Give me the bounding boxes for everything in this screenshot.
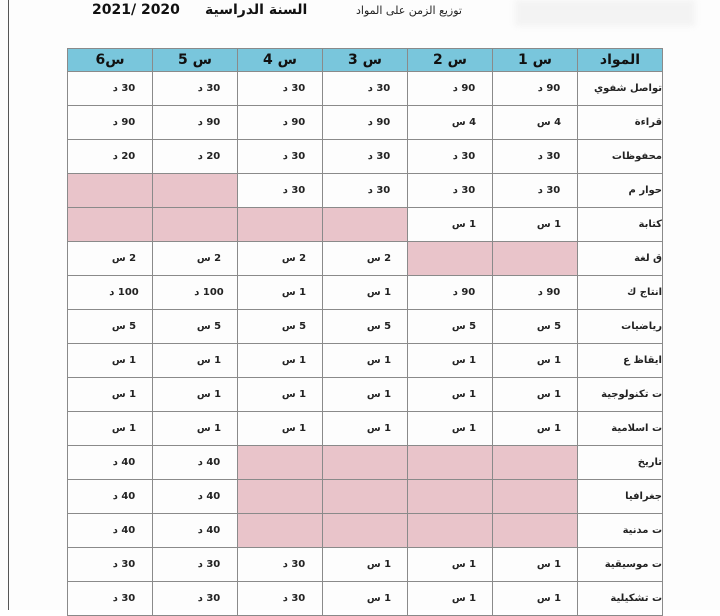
time-cell xyxy=(493,310,578,344)
time-cell xyxy=(153,242,238,276)
time-value: 30 د xyxy=(452,185,476,196)
time-cell xyxy=(238,242,323,276)
empty-cell xyxy=(323,514,408,548)
time-cell xyxy=(493,548,578,582)
time-value: 1 س xyxy=(536,593,562,604)
time-value: 20 د xyxy=(197,151,221,162)
time-cell xyxy=(238,310,323,344)
school-year-value: 2021/ 2020 xyxy=(92,2,180,18)
time-cell xyxy=(493,72,578,106)
time-cell xyxy=(68,140,153,174)
time-cell xyxy=(238,174,323,208)
time-cell xyxy=(238,378,323,412)
table-row xyxy=(68,276,663,310)
table-row xyxy=(68,480,663,514)
time-cell xyxy=(238,106,323,140)
table-row xyxy=(68,378,663,412)
time-value: 40 د xyxy=(112,525,136,536)
time-cell xyxy=(238,140,323,174)
subject-name: قراءة xyxy=(578,106,663,140)
time-cell xyxy=(323,72,408,106)
time-value: 1 س xyxy=(451,423,477,434)
time-cell xyxy=(493,378,578,412)
time-value: 30 د xyxy=(367,151,391,162)
time-cell xyxy=(153,514,238,548)
page-border xyxy=(8,0,9,610)
time-cell xyxy=(323,548,408,582)
time-cell xyxy=(408,208,493,242)
time-value: 40 د xyxy=(112,457,136,468)
time-cell xyxy=(323,242,408,276)
column-header-grade-3: س 3 xyxy=(323,49,408,72)
time-value: 1 س xyxy=(366,355,392,366)
subject-name: انتاج ك xyxy=(578,276,663,310)
time-value: 100 د xyxy=(109,287,139,298)
time-value: 2 س xyxy=(196,253,222,264)
document-header xyxy=(0,0,720,32)
empty-cell xyxy=(493,514,578,548)
time-distribution-table xyxy=(67,48,663,616)
table-row xyxy=(68,344,663,378)
time-cell xyxy=(68,72,153,106)
empty-cell xyxy=(68,208,153,242)
time-cell xyxy=(323,276,408,310)
table-row xyxy=(68,446,663,480)
time-cell xyxy=(408,344,493,378)
time-cell xyxy=(408,140,493,174)
time-value: 30 د xyxy=(282,185,306,196)
empty-cell xyxy=(323,480,408,514)
time-value: 1 س xyxy=(366,423,392,434)
time-cell xyxy=(153,378,238,412)
time-value: 100 د xyxy=(194,287,224,298)
time-value: 30 د xyxy=(197,83,221,94)
empty-cell xyxy=(408,480,493,514)
time-cell xyxy=(408,106,493,140)
time-value: 30 د xyxy=(282,83,306,94)
time-cell xyxy=(408,378,493,412)
time-value: 30 د xyxy=(282,593,306,604)
column-header-grade-5: س 5 xyxy=(153,49,238,72)
time-value: 1 س xyxy=(451,355,477,366)
time-cell xyxy=(493,412,578,446)
time-cell xyxy=(68,514,153,548)
time-cell xyxy=(323,140,408,174)
school-year-label: السنة الدراسية xyxy=(205,2,308,18)
time-value: 5 س xyxy=(196,321,222,332)
table-row xyxy=(68,310,663,344)
table-row xyxy=(68,174,663,208)
time-value: 1 س xyxy=(536,355,562,366)
time-cell xyxy=(493,344,578,378)
time-value: 5 س xyxy=(536,321,562,332)
time-cell xyxy=(153,344,238,378)
time-value: 90 د xyxy=(452,83,476,94)
subject-name: تواصل شفوي xyxy=(578,72,663,106)
time-value: 40 د xyxy=(112,491,136,502)
time-value: 2 س xyxy=(366,253,392,264)
time-value: 30 د xyxy=(197,593,221,604)
time-cell xyxy=(153,106,238,140)
empty-cell xyxy=(238,208,323,242)
time-value: 1 س xyxy=(536,559,562,570)
empty-cell xyxy=(408,242,493,276)
time-cell xyxy=(68,548,153,582)
time-cell xyxy=(153,72,238,106)
time-value: 1 س xyxy=(366,389,392,400)
column-header-grade-6: س6 xyxy=(68,49,153,72)
empty-cell xyxy=(493,480,578,514)
empty-cell xyxy=(153,208,238,242)
subject-name: ت موسيقية xyxy=(578,548,663,582)
subject-name: كتابة xyxy=(578,208,663,242)
time-cell xyxy=(238,276,323,310)
column-header-subjects: المواد xyxy=(578,49,663,72)
time-cell xyxy=(493,106,578,140)
time-value: 90 د xyxy=(112,117,136,128)
time-cell xyxy=(408,548,493,582)
time-value: 1 س xyxy=(281,423,307,434)
time-cell xyxy=(493,140,578,174)
time-cell xyxy=(493,174,578,208)
subject-name: ت تكنولوجية xyxy=(578,378,663,412)
time-value: 1 س xyxy=(366,593,392,604)
time-value: 5 س xyxy=(451,321,477,332)
table-row xyxy=(68,140,663,174)
time-value: 20 د xyxy=(112,151,136,162)
time-cell xyxy=(153,548,238,582)
time-cell xyxy=(238,344,323,378)
time-value: 30 د xyxy=(367,83,391,94)
time-value: 1 س xyxy=(451,593,477,604)
column-header-grade-4: س 4 xyxy=(238,49,323,72)
time-value: 30 د xyxy=(112,559,136,570)
time-value: 2 س xyxy=(281,253,307,264)
time-value: 90 د xyxy=(282,117,306,128)
empty-cell xyxy=(323,446,408,480)
column-header-grade-2: س 2 xyxy=(408,49,493,72)
time-cell xyxy=(238,582,323,616)
time-cell xyxy=(323,412,408,446)
time-cell xyxy=(153,310,238,344)
time-value: 1 س xyxy=(536,423,562,434)
time-cell xyxy=(238,72,323,106)
table-row xyxy=(68,548,663,582)
time-cell xyxy=(323,310,408,344)
empty-cell xyxy=(493,446,578,480)
time-value: 1 س xyxy=(451,559,477,570)
empty-cell xyxy=(153,174,238,208)
empty-cell xyxy=(238,514,323,548)
time-value: 1 س xyxy=(196,355,222,366)
empty-cell xyxy=(238,446,323,480)
time-cell xyxy=(323,582,408,616)
time-value: 4 س xyxy=(451,117,477,128)
time-cell xyxy=(68,446,153,480)
time-cell xyxy=(68,378,153,412)
time-value: 30 د xyxy=(112,593,136,604)
time-value: 1 س xyxy=(196,423,222,434)
empty-cell xyxy=(323,208,408,242)
table-row xyxy=(68,514,663,548)
time-cell xyxy=(323,378,408,412)
subject-name: ق لغة xyxy=(578,242,663,276)
subject-name: جغرافيا xyxy=(578,480,663,514)
time-value: 30 د xyxy=(367,185,391,196)
table-row xyxy=(68,412,663,446)
time-cell xyxy=(68,310,153,344)
time-cell xyxy=(408,412,493,446)
time-value: 1 س xyxy=(366,287,392,298)
time-value: 1 س xyxy=(281,389,307,400)
time-value: 30 د xyxy=(452,151,476,162)
time-cell xyxy=(323,174,408,208)
time-value: 40 د xyxy=(197,491,221,502)
time-cell xyxy=(493,276,578,310)
subject-name: رياضيات xyxy=(578,310,663,344)
time-cell xyxy=(153,446,238,480)
subject-name: ت تشكيلية xyxy=(578,582,663,616)
time-value: 1 س xyxy=(281,355,307,366)
subject-name: ايقاظ ع xyxy=(578,344,663,378)
time-value: 30 د xyxy=(112,83,136,94)
time-value: 1 س xyxy=(451,389,477,400)
subject-name: ت مدنية xyxy=(578,514,663,548)
time-cell xyxy=(408,276,493,310)
time-value: 90 د xyxy=(197,117,221,128)
time-cell xyxy=(68,242,153,276)
time-cell xyxy=(68,106,153,140)
time-value: 2 س xyxy=(111,253,137,264)
time-value: 30 د xyxy=(282,559,306,570)
time-cell xyxy=(408,310,493,344)
table-row xyxy=(68,106,663,140)
blurred-area xyxy=(515,0,695,26)
time-value: 1 س xyxy=(366,559,392,570)
time-cell xyxy=(153,480,238,514)
time-cell xyxy=(68,412,153,446)
time-cell xyxy=(153,582,238,616)
subject-name: ت اسلامية xyxy=(578,412,663,446)
time-value: 1 س xyxy=(536,219,562,230)
time-cell xyxy=(408,582,493,616)
time-value: 1 س xyxy=(536,389,562,400)
time-value: 90 د xyxy=(537,83,561,94)
time-value: 90 د xyxy=(537,287,561,298)
time-cell xyxy=(153,276,238,310)
time-cell xyxy=(408,72,493,106)
empty-cell xyxy=(238,480,323,514)
time-value: 30 د xyxy=(197,559,221,570)
time-cell xyxy=(68,344,153,378)
time-value: 30 د xyxy=(537,151,561,162)
table-row xyxy=(68,72,663,106)
time-value: 5 س xyxy=(366,321,392,332)
empty-cell xyxy=(408,514,493,548)
time-cell xyxy=(68,582,153,616)
time-cell xyxy=(493,208,578,242)
time-value: 1 س xyxy=(281,287,307,298)
time-value: 1 س xyxy=(111,389,137,400)
time-cell xyxy=(153,412,238,446)
time-cell xyxy=(68,276,153,310)
table-row xyxy=(68,582,663,616)
time-value: 30 د xyxy=(282,151,306,162)
time-value: 1 س xyxy=(111,423,137,434)
document-subtitle: توزيع الزمن على المواد xyxy=(356,4,462,17)
table-row xyxy=(68,208,663,242)
time-cell xyxy=(323,106,408,140)
time-value: 30 د xyxy=(537,185,561,196)
table-row xyxy=(68,242,663,276)
subject-name: تاريخ xyxy=(578,446,663,480)
time-value: 90 د xyxy=(452,287,476,298)
time-value: 4 س xyxy=(536,117,562,128)
time-cell xyxy=(493,582,578,616)
time-value: 90 د xyxy=(367,117,391,128)
time-value: 40 د xyxy=(197,525,221,536)
time-value: 5 س xyxy=(281,321,307,332)
time-value: 1 س xyxy=(451,219,477,230)
time-cell xyxy=(408,174,493,208)
column-header-grade-1: س 1 xyxy=(493,49,578,72)
time-cell xyxy=(323,344,408,378)
empty-cell xyxy=(408,446,493,480)
time-value: 5 س xyxy=(111,321,137,332)
time-value: 1 س xyxy=(111,355,137,366)
empty-cell xyxy=(68,174,153,208)
subject-name: حوار م xyxy=(578,174,663,208)
time-cell xyxy=(238,548,323,582)
subject-name: محفوظات xyxy=(578,140,663,174)
time-value: 1 س xyxy=(196,389,222,400)
time-value: 40 د xyxy=(197,457,221,468)
empty-cell xyxy=(493,242,578,276)
table-header-row xyxy=(68,49,663,72)
time-cell xyxy=(238,412,323,446)
time-cell xyxy=(68,480,153,514)
time-cell xyxy=(153,140,238,174)
